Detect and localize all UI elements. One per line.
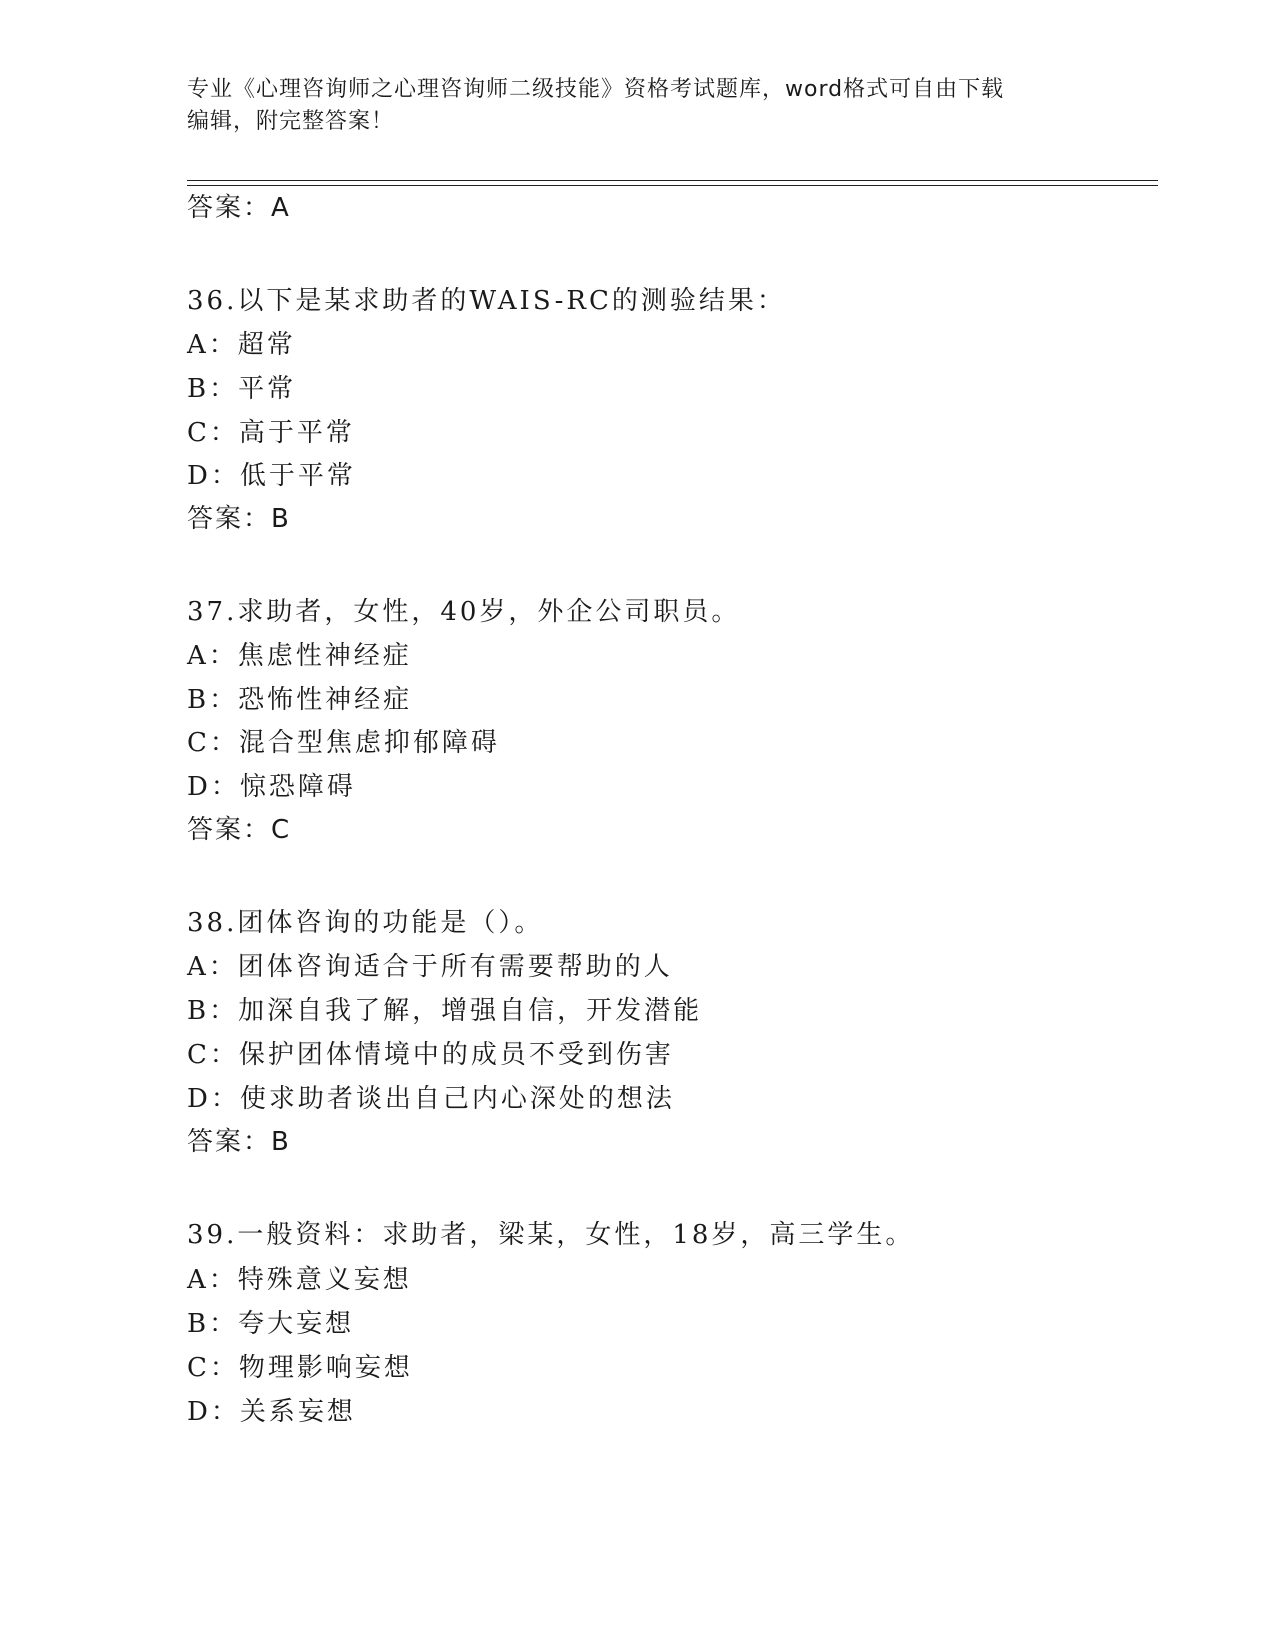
question-36-option-a: A：超常 xyxy=(187,330,296,360)
question-39-option-b: B：夸大妄想 xyxy=(187,1309,355,1339)
question-38-title: 38.团体咨询的功能是（）。 xyxy=(187,908,544,938)
question-39-option-a: A：特殊意义妄想 xyxy=(187,1265,412,1295)
question-39-option-d: D：关系妄想 xyxy=(187,1397,356,1427)
question-38-answer: 答案：B xyxy=(187,1127,291,1157)
question-36-title: 36.以下是某求助者的WAIS-RC的测验结果： xyxy=(187,286,786,316)
header-line-2: 编辑，附完整答案！ xyxy=(187,109,395,134)
question-36-answer: 答案：B xyxy=(187,504,291,534)
header-divider-bottom xyxy=(187,185,1158,186)
question-37-option-b: B：恐怖性神经症 xyxy=(187,685,413,715)
previous-answer: 答案：A xyxy=(187,193,291,223)
question-39-option-c: C：物理影响妄想 xyxy=(187,1353,413,1383)
header-line-1: 专业《心理咨询师之心理咨询师二级技能》资格考试题库，word格式可自由下载 xyxy=(187,77,1005,102)
question-38-option-a: A：团体咨询适合于所有需要帮助的人 xyxy=(187,952,673,982)
question-37-answer: 答案：C xyxy=(187,815,292,845)
question-37-title: 37.求助者，女性，40岁，外企公司职员。 xyxy=(187,597,741,627)
document-header xyxy=(187,74,1087,138)
question-36-option-c: C：高于平常 xyxy=(187,418,355,448)
question-37-option-c: C：混合型焦虑抑郁障碍 xyxy=(187,728,500,758)
header-divider-top xyxy=(187,180,1158,181)
question-38-option-b: B：加深自我了解，增强自信，开发潜能 xyxy=(187,996,703,1026)
question-39-title: 39.一般资料：求助者，梁某，女性，18岁，高三学生。 xyxy=(187,1220,915,1250)
question-37-option-a: A：焦虑性神经症 xyxy=(187,641,412,671)
question-38-option-d: D：使求助者谈出自己内心深处的想法 xyxy=(187,1084,675,1114)
question-37-option-d: D：惊恐障碍 xyxy=(187,772,356,802)
question-36-option-b: B：平常 xyxy=(187,374,297,404)
question-38-option-c: C：保护团体情境中的成员不受到伤害 xyxy=(187,1040,674,1070)
question-36-option-d: D：低于平常 xyxy=(187,461,356,491)
